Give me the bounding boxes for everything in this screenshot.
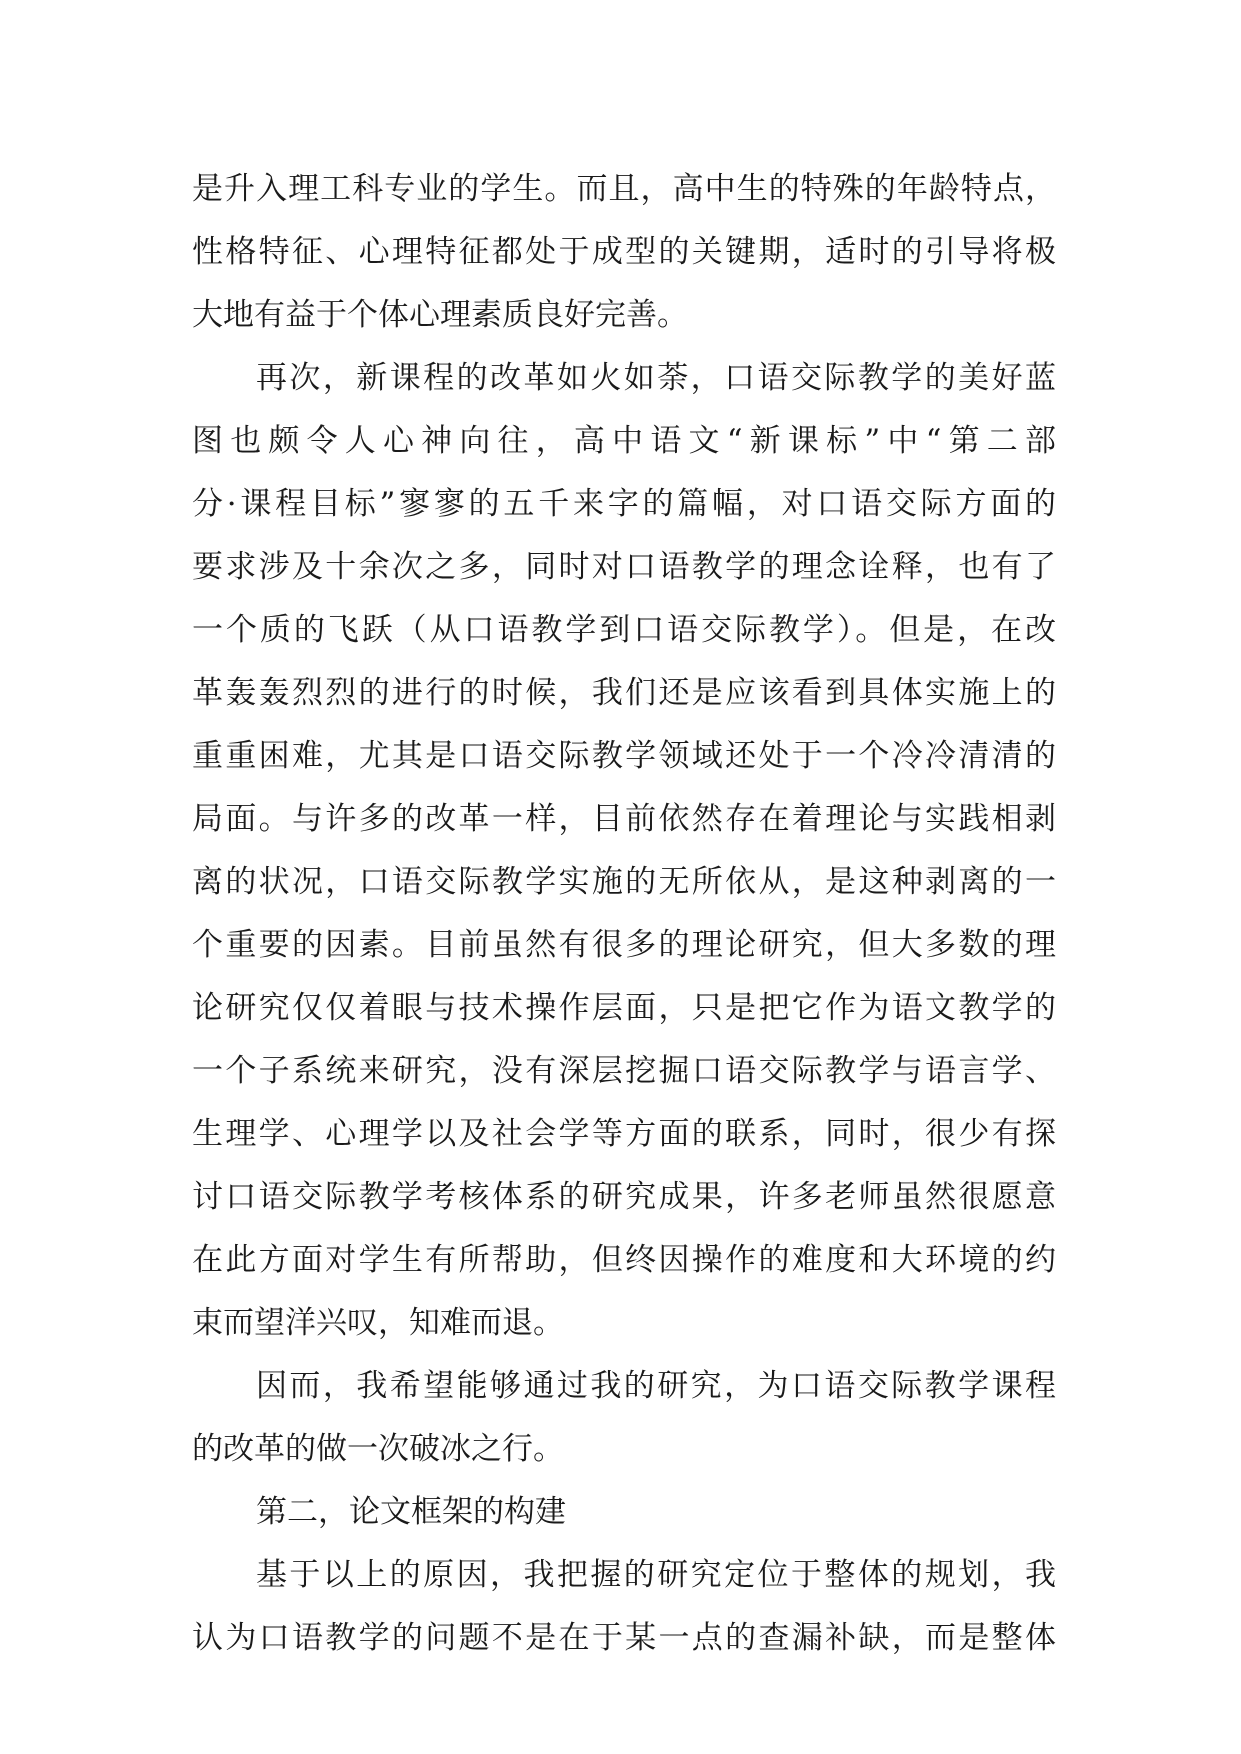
text-line: 第二，论文框架的构建 xyxy=(256,1494,566,1530)
text-line: 图也颇令人心神向往，高中语文“新课标”中“第二部 xyxy=(192,423,1056,459)
text-line: 束而望洋兴叹，知难而退。 xyxy=(192,1305,564,1341)
body-text xyxy=(192,158,1056,1670)
text-line: 再次，新课程的改革如火如荼，口语交际教学的美好蓝 xyxy=(256,360,1056,396)
text-line: 基于以上的原因，我把握的研究定位于整体的规划，我 xyxy=(256,1557,1056,1593)
text-line: 性格特征、心理特征都处于成型的关键期，适时的引导将极 xyxy=(192,234,1056,270)
text-line: 大地有益于个体心理素质良好完善。 xyxy=(192,297,688,333)
text-line: 分·课程目标”寥寥的五千来字的篇幅，对口语交际方面的 xyxy=(192,486,1056,522)
text-line: 革轰轰烈烈的进行的时候，我们还是应该看到具体实施上的 xyxy=(192,675,1056,711)
text-line: 是升入理工科专业的学生。而且，高中生的特殊的年龄特点， xyxy=(192,171,1056,207)
text-line: 认为口语教学的问题不是在于某一点的查漏补缺，而是整体 xyxy=(192,1620,1056,1656)
text-line: 生理学、心理学以及社会学等方面的联系，同时，很少有探 xyxy=(192,1116,1056,1152)
text-line: 离的状况，口语交际教学实施的无所依从，是这种剥离的一 xyxy=(192,864,1056,900)
text-line: 论研究仅仅着眼与技术操作层面，只是把它作为语文教学的 xyxy=(192,990,1056,1026)
text-line: 因而，我希望能够通过我的研究，为口语交际教学课程 xyxy=(256,1368,1056,1404)
text-line: 个重要的因素。目前虽然有很多的理论研究，但大多数的理 xyxy=(192,927,1056,963)
text-line: 要求涉及十余次之多，同时对口语教学的理念诠释，也有了 xyxy=(192,549,1056,585)
text-line: 讨口语交际教学考核体系的研究成果，许多老师虽然很愿意 xyxy=(192,1179,1056,1215)
text-line: 局面。与许多的改革一样，目前依然存在着理论与实践相剥 xyxy=(192,801,1056,837)
text-line: 的改革的做一次破冰之行。 xyxy=(192,1431,564,1467)
text-line: 重重困难，尤其是口语交际教学领域还处于一个冷冷清清的 xyxy=(192,738,1056,774)
text-line: 在此方面对学生有所帮助，但终因操作的难度和大环境的约 xyxy=(192,1242,1056,1278)
text-line: 一个子系统来研究，没有深层挖掘口语交际教学与语言学、 xyxy=(192,1053,1056,1089)
text-line: 一个质的飞跃（从口语教学到口语交际教学）。但是，在改 xyxy=(192,612,1056,648)
